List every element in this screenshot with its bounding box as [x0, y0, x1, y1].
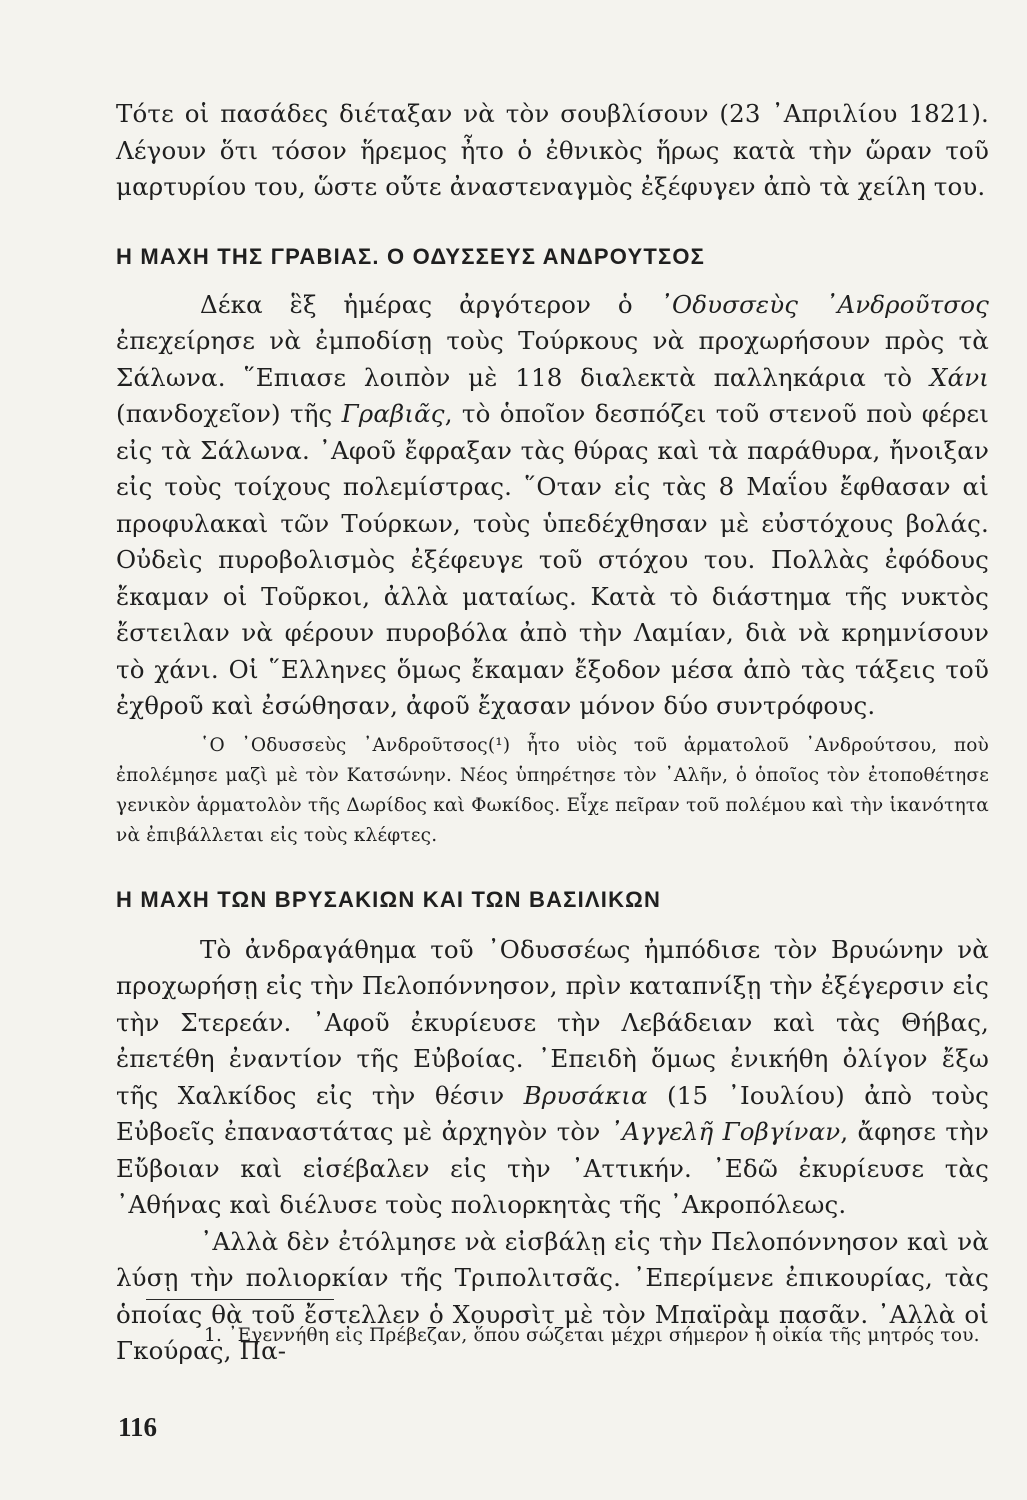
section-heading-gravia: Η ΜΑΧΗ ΤΗΣ ΓΡΑΒΙΑΣ. Ο ΟΔΥΣΣΕΥΣ ΑΝΔΡΟΥΤΣΟΣ: [116, 243, 706, 269]
text-run: Δέκα ἓξ ἡμέρας ἀργότερον ὁ: [200, 289, 660, 319]
italic-name: Χάνι: [929, 362, 989, 392]
tripolitsa-paragraph: ᾿Αλλὰ δὲν ἐτόλμησε νὰ εἰσβάλῃ εἰς τὴν Πελοπόννησον καὶ νὰ λύσῃ τὴν πολιορκίαν τῆς Τριπολιτσᾶς. ᾿Επερίμενε ἐπικουρίας, τὰς ὁποίας θὰ τοῦ ἔστελλεν ὁ Χουρσὶτ μὲ τὸν Μπαϊρὰμ πασᾶν. ᾿Αλλὰ οἱ Γκούρας, Πα-: [116, 1226, 989, 1365]
footnote-ref: (¹): [487, 734, 511, 756]
vrysakia-paragraph: [116, 932, 989, 1224]
odysseus-note: [116, 731, 989, 851]
text-run: Τὸ ἀνδραγάθημα τοῦ ᾿Οδυσσέως ἠμπόδισε τὸν Βρυώνην νὰ προχωρήσῃ εἰς τὴν Πελοπόννησον, πρὶν καταπνίξῃ τὴν ἐξέγερσιν εἰς τὴν Στερεάν. ᾿Αφοῦ ἐκυρίευσε τὴν Λεβάδειαν καὶ τὰς Θήβας, ἐπετέθη ἐναντίον τῆς Εὐβοίας. ᾿Επειδὴ ὅμως ἐνικήθη ὀλίγον ἔξω τῆς Χαλκίδος εἰς τὴν θέσιν: [116, 934, 989, 1110]
footnote-divider: [146, 1299, 334, 1300]
text-run: , ἄφησε τὴν Εὔβοιαν καὶ εἰσέβαλεν εἰς τὴν ᾿Αττικήν. ᾿Εδῶ ἐκυρίευσε τὰς ᾿Αθήνας καὶ διέλυσε τοὺς πολιορκητὰς τῆς ᾿Ακροπόλεως.: [116, 1117, 989, 1219]
text-run: , τὸ ὁποῖον δεσπόζει τοῦ στενοῦ ποὺ φέρει εἰς τὰ Σάλωνα. ᾿Αφοῦ ἔφραξαν τὰς θύρας καὶ τὰ παράθυρα, ἤνοιξαν εἰς τοὺς τοίχους πολεμίστρας. ῞Οταν εἰς τὰς 8 Μαΐου ἔφθασαν αἱ προφυλακαὶ τῶν Τούρκων, τοὺς ὑπεδέχθησαν μὲ εὐστόχους βολάς. Οὐδεὶς πυροβολισμὸς ἐξέφευγε τοῦ στόχου του. Πολλὰς ἐφόδους ἔκαμαν οἱ Τοῦρκοι, ἀλλὰ ματαίως. Κατὰ τὸ διάστημα τῆς νυκτὸς ἔστειλαν νὰ φέρουν πυροβόλα ἀπὸ τὴν Λαμίαν, διὰ νὰ κρημνίσουν τὸ χάνι. Οἱ ῞Ελληνες ὅμως ἔκαμαν ἔξοδον μέσα ἀπὸ τὰς τάξεις τοῦ ἐχθροῦ καὶ ἐσώθησαν, ἀφοῦ ἔχασαν μόνον δύο συντρόφους.: [116, 399, 989, 720]
text-run: ἐπεχείρησε νὰ ἐμποδίσῃ τοὺς Τούρκους νὰ προχωρήσουν πρὸς τὰ Σάλωνα. ῞Επιασε λοιπὸν μὲ 118 διαλεκτὰ παλληκάρια τὸ: [116, 326, 989, 392]
text-run: (15 ᾿Ιουλίου) ἀπὸ τοὺς Εὐβοεῖς ἐπαναστάτας μὲ ἀρχηγὸν τὸν: [116, 1080, 990, 1146]
italic-name: Γραβιᾶς: [341, 399, 445, 428]
top-paragraph: Τότε οἱ πασάδες διέταξαν νὰ τὸν σουβλίσουν (23 ᾿Απριλίου 1821). Λέγουν ὅτι τόσον ἥρεμος ἦτο ὁ ἐθνικὸς ἥρως κατὰ τὴν ὥραν τοῦ μαρτυρίου του, ὥστε οὔτε ἀναστεναγμὸς ἐξέφυγεν ἀπὸ τὰ χείλη του.: [116, 99, 989, 201]
page-body: [116, 96, 989, 1370]
page-number: 116: [118, 1412, 158, 1442]
section-heading-vrysakia: Η ΜΑΧΗ ΤΩΝ ΒΡΥΣΑΚΙΩΝ ΚΑΙ ΤΩΝ ΒΑΣΙΛΙΚΩΝ: [116, 886, 662, 912]
text-run: (πανδοχεῖον) τῆς: [116, 399, 342, 428]
footnote: 1. ᾿Εγεννήθη εἰς Πρέβεζαν, ὅπου σώζεται μέχρι σήμερον ἡ οἰκία τῆς μητρός του.: [204, 1325, 980, 1346]
text-run: ἦτο υἱὸς τοῦ ἁρματολοῦ ᾿Ανδρούτσου, ποὺ ἐπολέμησε μαζὶ μὲ τὸν Κατσώνην. Νέος ὑπηρέτησε τὸν ᾿Αλῆν, ὁ ὁποῖος τὸν ἐτοποθέτησε γενικὸν ἁρματολὸν τῆς Δωρίδος καὶ Φωκίδος. Εἶχε πεῖραν τοῦ πολέμου καὶ τὴν ἱκανότητα νὰ ἐπιβάλλεται εἰς τοὺς κλέφτες.: [116, 734, 989, 846]
gravia-paragraph: [116, 287, 989, 725]
text-run: ῾Ο ᾿Οδυσσεὺς ᾿Ανδροῦτσος: [200, 734, 488, 756]
italic-name: ᾿Οδυσσεὺς ᾿Ανδροῦτσος: [659, 289, 989, 319]
italic-name: ᾿Αγγελῆ Γοβγίναν: [609, 1117, 841, 1146]
italic-name: Βρυσάκια: [523, 1080, 648, 1110]
